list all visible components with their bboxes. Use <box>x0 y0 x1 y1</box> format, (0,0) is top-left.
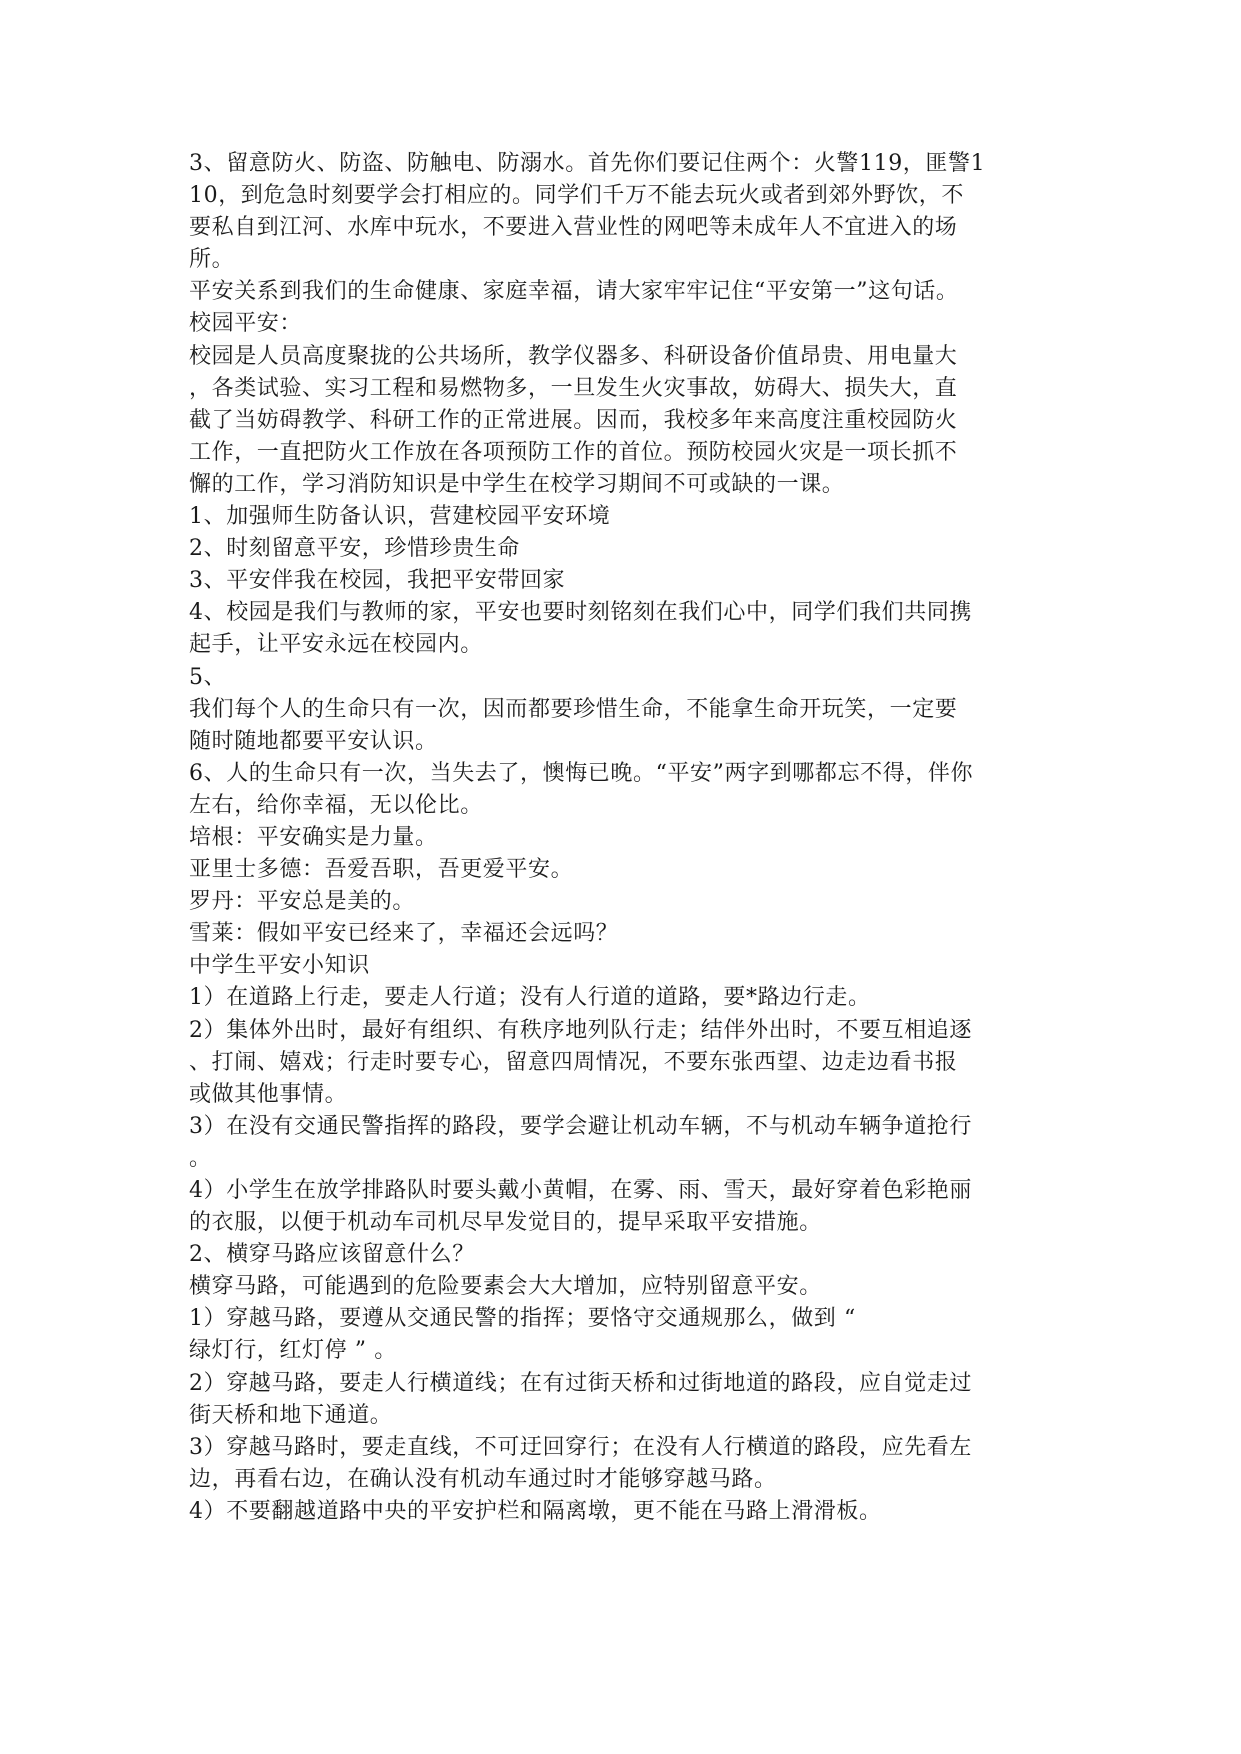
text-line: 左右，给你幸福，无以伦比。 <box>189 792 483 818</box>
text-line: 或做其他事情。 <box>189 1081 348 1107</box>
list-item: 4）不要翻越道路中央的平安护栏和隔离墩，更不能在马路上滑滑板。 <box>189 1498 882 1524</box>
list-item: 2）集体外出时，最好有组织、有秩序地列队行走；结伴外出时，不要互相追逐 <box>189 1017 972 1043</box>
text-line: 、打闹、嬉戏；行走时要专心，留意四周情况，不要东张西望、边走边看书报 <box>189 1049 958 1075</box>
text-line: 3、留意防火、防盗、防触电、防溺水。首先你们要记住两个：火警119，匪警1 <box>189 151 986 176</box>
text-line: 平安关系到我们的生命健康、家庭幸福，请大家牢牢记住“平安第一”这句话。 <box>189 279 959 305</box>
text-line: 懈的工作，学习消防知识是中学生在校学习期间不可或缺的一课。 <box>189 471 845 497</box>
list-item: 5、 <box>189 664 227 690</box>
text-line: ，各类试验、实习工程和易燃物多，一旦发生火灾事故，妨碍大、损失大，直 <box>189 375 958 401</box>
quote-line: 雪莱：假如平安已经来了，幸福还会远吗？ <box>189 921 619 947</box>
text-line: 所。 <box>189 247 235 273</box>
section-heading: 校园平安： <box>189 311 303 337</box>
text-line: 绿灯行，红灯停 ” 。 <box>189 1338 397 1364</box>
text-line: 要私自到江河、水库中玩水，不要进入营业性的网吧等未成年人不宜进入的场 <box>189 215 958 241</box>
list-item: 1、加强师生防备认识，营建校园平安环境 <box>189 504 611 530</box>
text-line: 边，再看右边，在确认没有机动车通过时才能够穿越马路。 <box>189 1466 777 1492</box>
text-line: 街天桥和地下通道。 <box>189 1402 393 1428</box>
list-item: 1）在道路上行走，要走人行道；没有人行道的道路，要*路边行走。 <box>189 985 871 1011</box>
text-line: 的衣服，以便于机动车司机尽早发觉目的，提早采取平安措施。 <box>189 1210 822 1236</box>
list-item: 4）小学生在放学排路队时要头戴小黄帽，在雾、雨、雪天，最好穿着色彩艳丽 <box>189 1178 972 1203</box>
text-line: 。 <box>189 1145 212 1171</box>
text-line: 随时随地都要平安认识。 <box>189 728 438 754</box>
list-item: 3、平安伴我在校园，我把平安带回家 <box>189 568 566 594</box>
list-item: 6、人的生命只有一次，当失去了，懊悔已晚。“平安”两字到哪都忘不得，伴你 <box>189 760 974 786</box>
section-heading: 中学生平安小知识 <box>189 953 370 979</box>
text-line: 截了当妨碍教学、科研工作的正常进展。因而，我校多年来高度注重校园防火 <box>189 407 958 433</box>
list-item: 2、时刻留意平安，珍惜珍贵生命 <box>189 536 520 562</box>
quote-line: 培根：平安确实是力量。 <box>189 824 438 850</box>
text-line: 10，到危急时刻要学会打相应的。同学们千万不能去玩火或者到郊外野饮，不 <box>189 183 964 209</box>
text-line: 校园是人员高度聚拢的公共场所，教学仪器多、科研设备价值昂贵、用电量大 <box>189 343 958 369</box>
section-heading: 2、横穿马路应该留意什么？ <box>189 1242 475 1268</box>
list-item: 3）在没有交通民警指挥的路段，要学会避让机动车辆，不与机动车辆争道抢行 <box>189 1113 972 1139</box>
quote-line: 罗丹：平安总是美的。 <box>189 889 416 915</box>
quote-line: 亚里士多德：吾爱吾职，吾更爱平安。 <box>189 857 574 883</box>
list-item: 3）穿越马路时，要走直线，不可迂回穿行；在没有人行横道的路段，应先看左 <box>189 1434 972 1460</box>
text-line: 起手，让平安永远在校园内。 <box>189 632 483 658</box>
text-line: 横穿马路，可能遇到的危险要素会大大增加，应特别留意平安。 <box>189 1274 822 1300</box>
text-line: 我们每个人的生命只有一次，因而都要珍惜生命，不能拿生命开玩笑，一定要 <box>189 696 958 722</box>
list-item: 4、校园是我们与教师的家，平安也要时刻铭刻在我们心中，同学们我们共同携 <box>189 600 972 626</box>
list-item: 1）穿越马路，要遵从交通民警的指挥；要恪守交通规那么，做到 “ <box>189 1306 856 1332</box>
document-body <box>189 148 1053 1528</box>
text-line: 工作，一直把防火工作放在各项预防工作的首位。预防校园火灾是一项长抓不 <box>189 439 958 465</box>
list-item: 2）穿越马路，要走人行横道线；在有过街天桥和过街地道的路段，应自觉走过 <box>189 1370 972 1396</box>
